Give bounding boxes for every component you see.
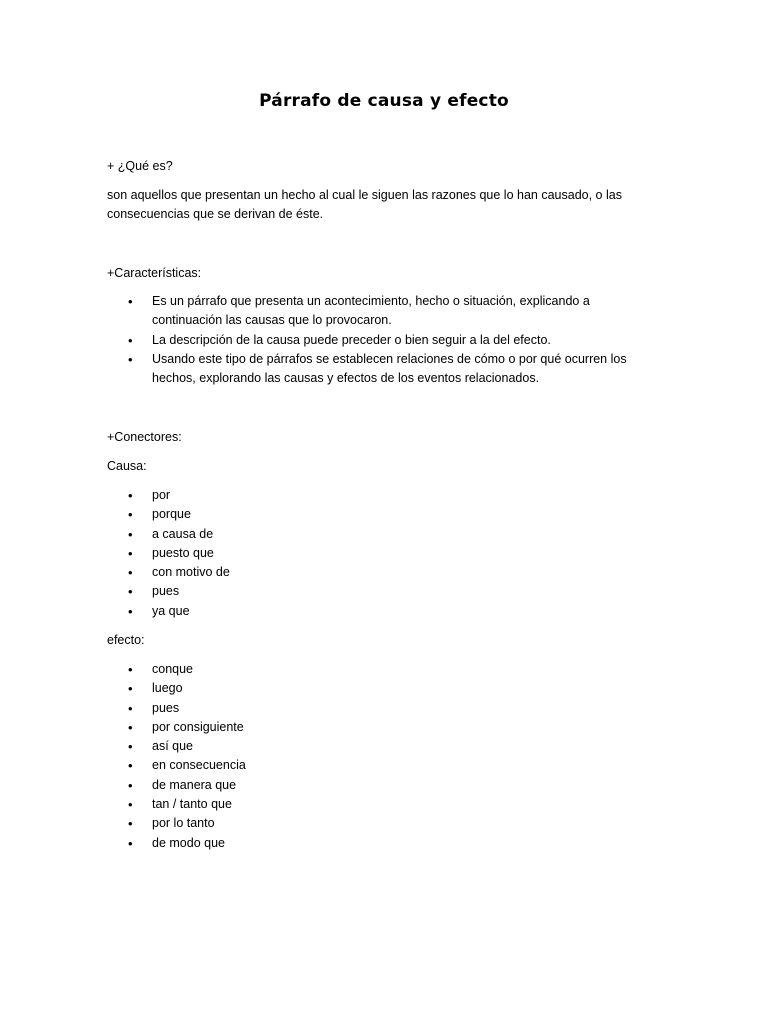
efecto-connector bbox=[107, 679, 246, 698]
section-heading-que-es: + ¿Qué es? bbox=[107, 159, 173, 173]
bullet-icon: • bbox=[128, 294, 133, 309]
causa-connector bbox=[107, 602, 230, 621]
bullet-icon: • bbox=[128, 700, 133, 716]
bullet-icon: • bbox=[128, 797, 133, 813]
efecto-connectors-list bbox=[107, 660, 246, 853]
causa-connector bbox=[107, 563, 230, 582]
efecto-connector-text: pues bbox=[152, 700, 180, 715]
efecto-connector-text: conque bbox=[152, 662, 194, 676]
bullet-icon: • bbox=[128, 662, 133, 677]
causa-connector bbox=[107, 486, 230, 505]
causa-connector-text: a causa de bbox=[152, 526, 214, 541]
causa-connector-text: puesto que bbox=[152, 545, 214, 560]
efecto-connector-text: por lo tanto bbox=[152, 816, 215, 831]
bullet-icon: • bbox=[128, 507, 133, 523]
causa-connector bbox=[107, 525, 230, 544]
caracteristica-item bbox=[107, 292, 627, 331]
bullet-icon: • bbox=[128, 332, 133, 348]
efecto-connector-text: tan / tanto que bbox=[152, 797, 232, 812]
caracteristica-item bbox=[107, 350, 627, 389]
efecto-connector bbox=[107, 660, 246, 679]
efecto-connector bbox=[107, 795, 246, 814]
caracteristica-text: Usando este tipo de párrafos se establecen relaciones de cómo o por qué ocurren los bbox=[152, 351, 627, 366]
efecto-connector bbox=[107, 814, 246, 833]
efecto-connector bbox=[107, 737, 246, 756]
bullet-icon: • bbox=[128, 526, 133, 542]
caracteristica-text: Es un párrafo que presenta un acontecimiento, hecho o situación, explicando a bbox=[152, 294, 590, 308]
bullet-icon: • bbox=[128, 739, 133, 755]
efecto-connector-text: de modo que bbox=[152, 835, 225, 850]
caracteristica-text: La descripción de la causa puede preceder o bien seguir a la del efecto. bbox=[152, 332, 551, 347]
definition-line: consecuencias que se derivan de éste. bbox=[107, 207, 324, 221]
causa-label: Causa: bbox=[107, 459, 147, 473]
caracteristica-item bbox=[107, 331, 627, 350]
bullet-icon: • bbox=[128, 681, 133, 697]
bullet-icon: • bbox=[128, 816, 133, 832]
section-heading-conectores: +Conectores: bbox=[107, 430, 182, 444]
bullet-icon: • bbox=[128, 758, 133, 774]
efecto-label: efecto: bbox=[107, 633, 145, 647]
causa-connector-text: por bbox=[152, 488, 171, 502]
efecto-connector-text: luego bbox=[152, 681, 183, 696]
efecto-connector bbox=[107, 718, 246, 737]
bullet-icon: • bbox=[128, 584, 133, 600]
bullet-icon: • bbox=[128, 351, 133, 367]
efecto-connector-text: así que bbox=[152, 739, 194, 754]
causa-connector-text: ya que bbox=[152, 603, 190, 618]
bullet-icon: • bbox=[128, 545, 133, 561]
efecto-connector-text: en consecuencia bbox=[152, 758, 246, 773]
efecto-connector bbox=[107, 699, 246, 718]
efecto-connector bbox=[107, 834, 246, 853]
bullet-icon: • bbox=[128, 777, 133, 793]
efecto-connector bbox=[107, 756, 246, 775]
bullet-icon: • bbox=[128, 719, 133, 735]
definition-line: son aquellos que presentan un hecho al cual le siguen las razones que lo han causado, o las bbox=[107, 188, 622, 202]
causa-connector bbox=[107, 582, 230, 601]
causa-connector-text: porque bbox=[152, 507, 191, 522]
causa-connector-text: pues bbox=[152, 584, 180, 599]
causa-connector bbox=[107, 505, 230, 524]
bullet-icon: • bbox=[128, 565, 133, 581]
causa-connectors-list bbox=[107, 486, 230, 621]
bullet-icon: • bbox=[128, 603, 133, 619]
bullet-icon: • bbox=[128, 488, 133, 503]
causa-connector bbox=[107, 544, 230, 563]
caracteristicas-list bbox=[107, 292, 627, 388]
efecto-connector-text: de manera que bbox=[152, 777, 237, 792]
caracteristica-text: hechos, explorando las causas y efectos de los eventos relacionados. bbox=[152, 371, 540, 386]
caracteristica-text: continuación las causas que lo provocaron. bbox=[152, 313, 392, 328]
efecto-connector-text: por consiguiente bbox=[152, 719, 244, 734]
bullet-icon: • bbox=[128, 835, 133, 851]
causa-connector-text: con motivo de bbox=[152, 565, 230, 580]
document-title: Párrafo de causa y efecto bbox=[259, 91, 509, 111]
efecto-connector bbox=[107, 776, 246, 795]
section-heading-caracteristicas: +Características: bbox=[107, 266, 202, 280]
